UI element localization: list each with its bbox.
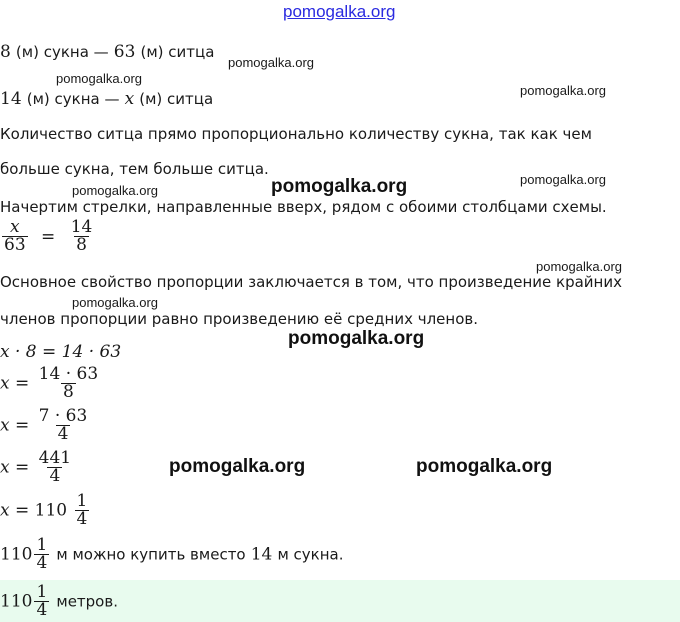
step-1: x · 8 = 14 · 63 [0,342,122,362]
step-3-numerator: 7 · 63 [38,406,88,426]
given-row-2 [0,89,213,109]
paragraph-1-line-2: больше сукна, тем больше ситца. [0,160,269,178]
step-3-lhs: x = [0,415,30,436]
watermark-large: pomogalka.org [271,176,408,197]
given-1-b: 63 [113,42,136,62]
watermark: pomogalka.org [72,295,158,310]
given-1-a: 8 [0,42,11,62]
watermark: pomogalka.org [520,83,606,98]
given-1-unit2: (м) ситца [140,43,215,61]
step-2-fraction [37,366,100,401]
watermark-large: pomogalka.org [288,328,425,349]
step-2 [0,366,102,401]
step-5 [0,493,91,528]
step-5-numerator: 1 [76,491,88,511]
step-2-numerator: 14 · 63 [38,364,99,384]
conclusion-whole: 110 [0,544,33,565]
step-5-lhs: x = [0,500,30,521]
answer [0,584,118,619]
proportion-left-denominator: 63 [4,235,26,255]
watermark-large: pomogalka.org [416,456,553,477]
proportion-equals: = [41,226,56,247]
paragraph-1-line-1: Количество ситца прямо пропорционально количеству сукна, так как чем [0,125,592,143]
step-3 [0,408,91,443]
paragraph-3-line-2: членов пропорции равно произведению её средних членов. [0,310,478,328]
step-3-denominator: 4 [57,424,69,444]
conclusion-text-1: м можно купить вместо [56,545,246,564]
given-1-unit1: (м) сукна — [15,43,109,61]
step-4-denominator: 4 [49,466,61,486]
watermark: pomogalka.org [56,71,142,86]
step-3-fraction [37,408,90,443]
step-5-fraction [75,493,90,528]
given-2-unit2: (м) ситца [139,90,214,108]
conclusion-text-2: м сукна. [277,545,344,564]
site-header-link[interactable]: pomogalka.org [283,2,396,21]
proportion [0,219,96,254]
answer-denominator: 4 [36,600,48,620]
step-4-fraction [37,450,73,485]
step-4-numerator: 441 [38,448,72,468]
watermark: pomogalka.org [536,259,622,274]
watermark: pomogalka.org [72,183,158,198]
proportion-right-denominator: 8 [76,235,87,255]
watermark-large: pomogalka.org [169,456,306,477]
paragraph-2: Начертим стрелки, направленные вверх, рядом с обоими столбцами схемы. [0,198,607,216]
conclusion-number: 14 [250,544,273,565]
conclusion-numerator: 1 [36,535,48,555]
step-4 [0,450,75,485]
step-4-lhs: x = [0,457,30,478]
answer-fraction [34,584,49,619]
proportion-left-fraction [2,219,28,254]
conclusion-denominator: 4 [36,553,48,573]
answer-whole: 110 [0,591,33,612]
watermark: pomogalka.org [228,55,314,70]
answer-numerator: 1 [36,582,48,602]
step-2-denominator: 8 [62,382,74,402]
given-2-a: 14 [0,89,22,109]
proportion-left-numerator: x [10,217,20,237]
step-5-whole: 110 [34,500,68,521]
proportion-right-numerator: 14 [70,217,93,237]
given-row-1 [0,42,214,62]
answer-text: метров. [56,592,118,611]
conclusion [0,537,343,572]
proportion-right-fraction [69,219,95,254]
watermark: pomogalka.org [520,172,606,187]
conclusion-fraction [34,537,49,572]
given-2-unit1: (м) сукна — [26,90,120,108]
step-5-denominator: 4 [76,509,88,529]
given-2-b: x [124,89,135,109]
step-2-lhs: x = [0,373,30,394]
paragraph-3-line-1: Основное свойство пропорции заключается в том, что произведение крайних [0,273,622,291]
